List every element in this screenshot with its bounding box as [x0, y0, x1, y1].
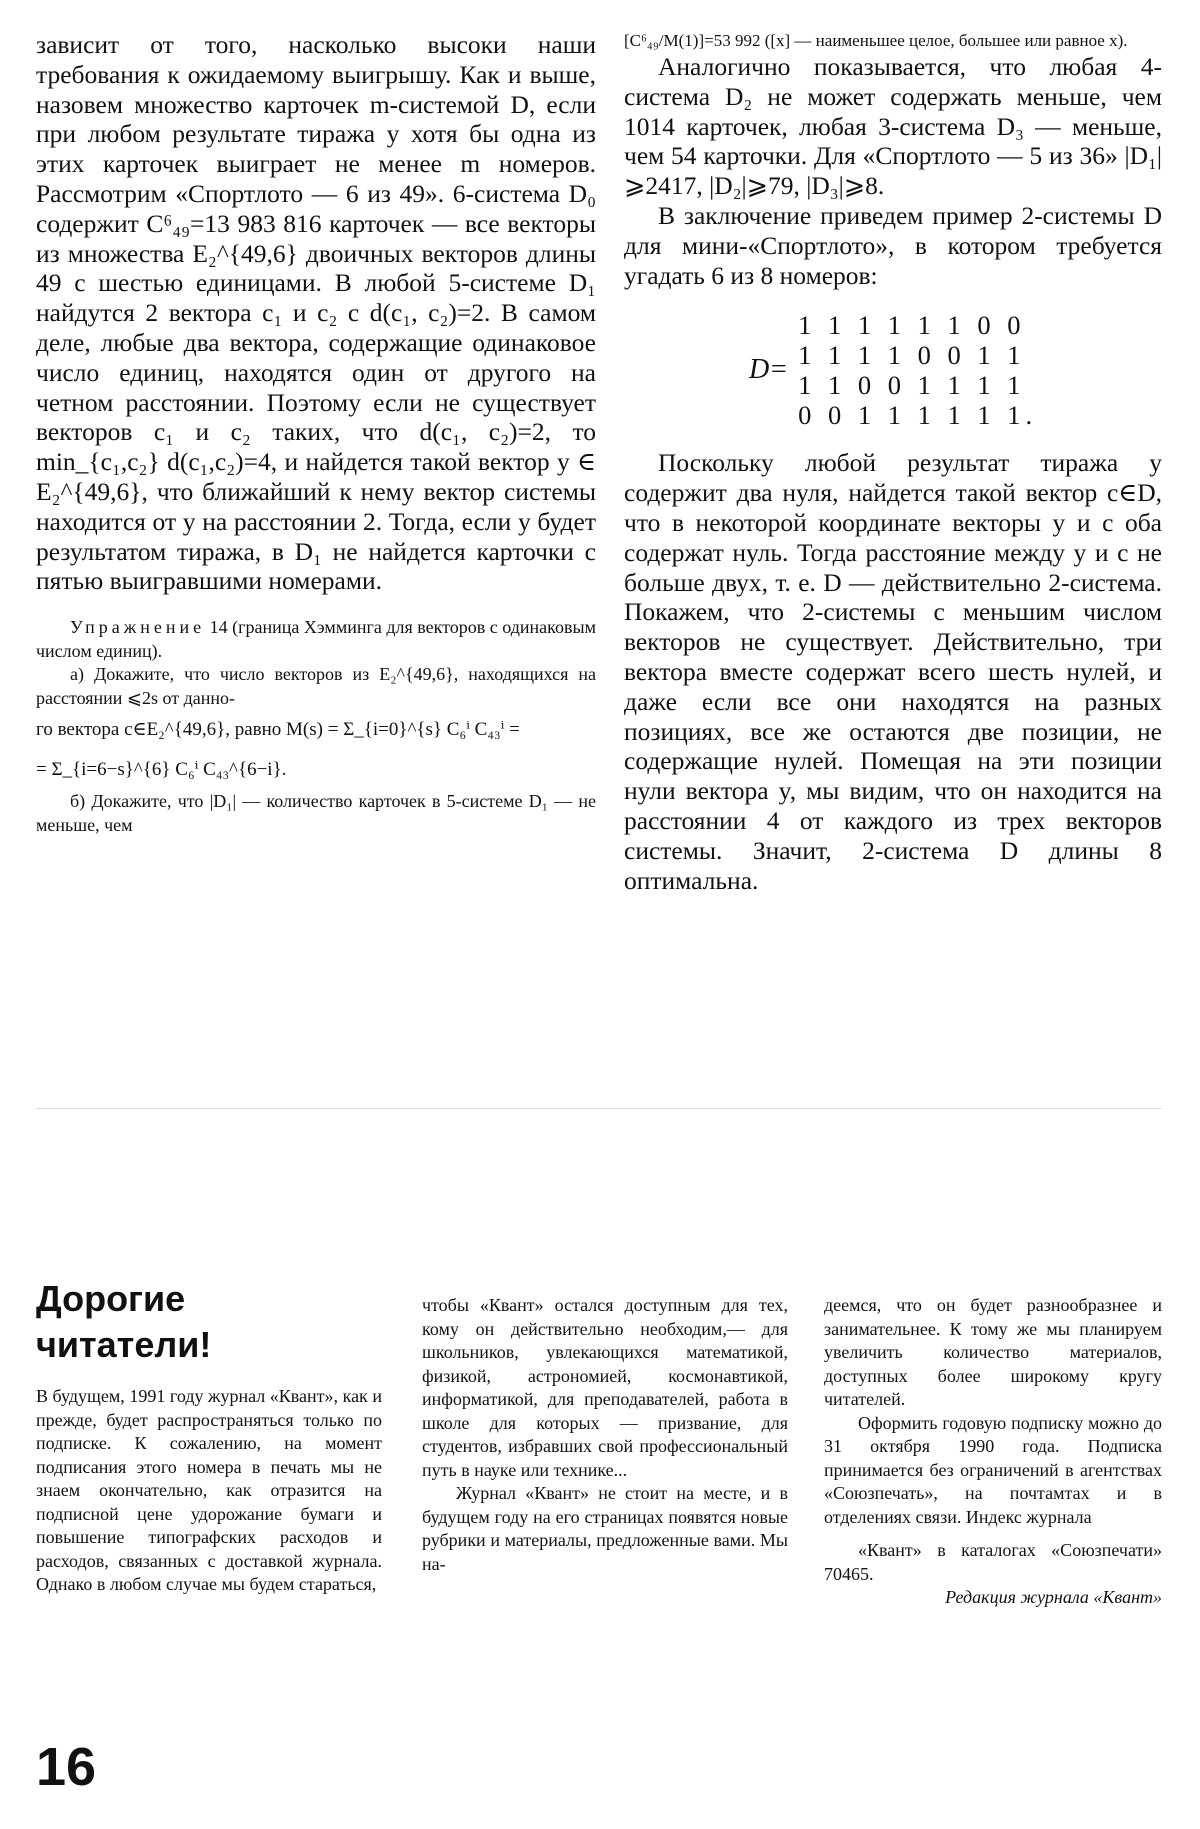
notice-title-line-1: Дорогие	[36, 1278, 186, 1319]
notice-column-3	[824, 1294, 1162, 1610]
notice-paragraph: Оформить годовую подписку можно до 31 октября 1990 года. Подписка принимается без ограничений в агентствах «Союзпечать», на почтамтах и в отделениях связи. Индекс журнала	[824, 1412, 1162, 1527]
system-matrix	[624, 310, 1162, 430]
notice-paragraph: В будущем, 1991 году журнал «Квант», как и прежде, будет распространяться только по подписке. К сожалению, на момент подписания этого номера в печать мы не знаем окончательно, как отразится на подписной цене удорожание бумаги и повышение типографских расходов и расходов, связанных с доставкой журнала. Однако в любом случае мы будем стараться,	[36, 1386, 382, 1594]
article-left-column	[36, 30, 596, 837]
matrix-row: 1 1 1 1 0 0 1 1	[798, 340, 1026, 371]
notice-paragraph: «Квант» в каталогах «Союзпечати» 70465.	[824, 1540, 1162, 1584]
notice-title	[36, 1276, 396, 1368]
notice-column-2	[422, 1294, 788, 1576]
article-right-column	[624, 30, 1162, 895]
matrix-label: D=	[748, 354, 789, 386]
article-conclusion: Поскольку любой результат тиража y содержит два нуля, найдется такой вектор c∈D, что в некоторой координате векторы y и c оба содержат нуль. Тогда расстояние между y и c не больше двух, т. е. D — действительно 2-система. Покажем, что 2-системы с меньшим числом векторов не существует. Действительно, три вектора вместе содержат всего шесть нулей, и даже если все они находятся на разных позициях, все же остаются две позиции, не содержащие нулей. Помещая на эти позиции нули вектора y, мы видим, что он находится на расстоянии 4 от каждого из трех векторов системы. Значит, 2-система D длины 8 оптимальна.	[624, 448, 1162, 895]
exercise-heading: Упражнение	[70, 617, 206, 638]
matrix-row: 1 1 0 0 1 1 1 1	[798, 370, 1026, 401]
exercise-number: 14	[209, 617, 228, 638]
matrix-row: 1 1 1 1 1 1 0 0	[798, 310, 1026, 341]
exercise-formula-2: = Σ_{i=6−s}^{6} C₆ⁱ C₄₃^{6−i}.	[36, 759, 287, 781]
notice-column-1	[36, 1385, 382, 1597]
article-paragraph: В заключение приведем пример 2-системы D для мини-«Спортлото», в котором требуется угадать 6 из 8 номеров:	[624, 200, 1162, 290]
section-divider	[36, 1108, 1162, 1109]
exercise-caption-text: (граница Хэмминга для векторов с одинаковым числом единиц).	[36, 617, 596, 661]
exercise-caption	[36, 616, 596, 663]
exercise-part-b: б) Докажите, что |D₁| — количество карточек в 5-системе D₁ — не меньше, чем	[36, 791, 596, 835]
page-number: 16	[36, 1737, 97, 1797]
notice-paragraph: чтобы «Квант» остался доступным для тех, кому он действительно необходим,— для школьников, увлекающихся математикой, физикой, астрономией, космонавтикой, информатикой, для преподавателей, работа в школе для которых — призвание, для студентов, избравших свой профессиональный путь в науке или технике...	[422, 1295, 788, 1480]
notice-paragraph: деемся, что он будет разнообразнее и занимательнее. К тому же мы планируем увеличить количество материалов, доступных более широкому кругу читателей.	[824, 1295, 1162, 1409]
exercise-formula-1: го вектора c∈E₂^{49,6}, равно M(s) = Σ_{i=0}^{s} C₆ⁱ C₄₃ⁱ =	[36, 719, 520, 741]
exercise-part-a: а) Докажите, что число векторов из E₂^{49,6}, находящихся на расстоянии ⩽2s от данно-	[36, 664, 596, 708]
article-paragraph: Аналогично показывается, что любая 4-система D₂ не может содержать меньше, чем 1014 карточек, любая 3-система D₃ — меньше, чем 54 карточки. Для «Спортлото — 5 из 36» |D₁|⩾2417, |D₂|⩾79, |D₃|⩾8.	[624, 52, 1162, 201]
bound-formula-note: [C⁶₄₉/M(1)]=53 992 ([x] — наименьшее целое, большее или равное x).	[624, 31, 1128, 50]
article-paragraph: зависит от того, насколько высоки наши требования к ожидаемому выигрышу. Как и выше, назовем множество карточек m-системой D, если при любом результате тиража y хотя бы одна из этих карточек выиграет не менее m номеров. Рассмотрим «Спортлото — 6 из 49». 6-система D₀ содержит C⁶₄₉=13 983 816 карточек — все векторы из множества E₂^{49,6} двоичных векторов длины 49 с шестью единицами. В любой 5-системе D₁ найдутся 2 вектора c₁ и c₂ с d(c₁, c₂)=2. В самом деле, любые два вектора, содержащие одинаковое число единиц, находятся один от другого на четном расстоянии. Поэтому если не существует векторов c₁ и c₂ таких, что d(c₁, c₂)=2, то min_{c₁,c₂} d(c₁,c₂)=4, и найдется такой вектор y ∈ E₂^{49,6}, что ближайший к нему вектор системы находится от y на расстоянии 2. Тогда, если y будет результатом тиража, в D₁ не найдется карточки с пятью выигравшими номерами.	[36, 30, 596, 596]
exercise-block	[36, 616, 596, 837]
notice-title-line-2: читатели!	[36, 1324, 212, 1365]
notice-paragraph: Журнал «Квант» не стоит на месте, и в будущем году на его страницах появятся новые рубрики и материалы, предложенные вами. Мы на-	[422, 1483, 788, 1574]
matrix-rows	[798, 310, 1037, 430]
matrix-row: 0 0 1 1 1 1 1 1.	[798, 400, 1038, 431]
notice-signature: Редакция журнала «Квант»	[945, 1587, 1162, 1607]
